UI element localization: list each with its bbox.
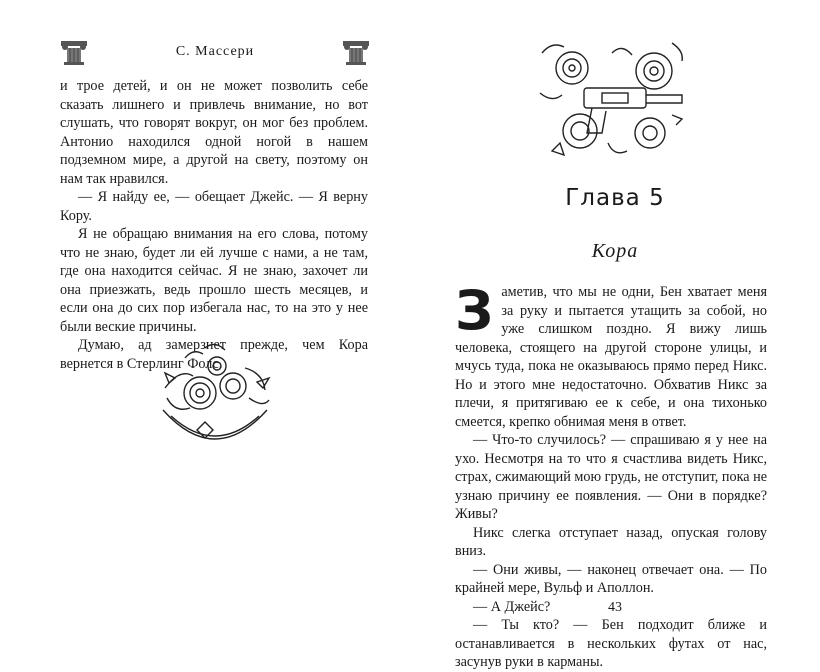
first-paragraph (455, 279, 767, 431)
paragraph: Никс слегка отступает назад, опуская голову вниз. (455, 524, 767, 559)
left-page (0, 0, 410, 661)
pillar-icon (342, 40, 370, 66)
paragraph: Думаю, ад замерзнет прежде, чем Кора вернется в Стерлинг Фолс. (60, 337, 368, 372)
paragraph: и трое детей, и он не может позволить себе сказать лишнего и привлечь внимание, но вот слушать, что говорят вокруг, он мог без проблем. Антонио находился одной ногой в нашем подземном мире, а другой на свету, поэтому он нам так нравился. (60, 78, 368, 187)
right-page (410, 0, 820, 670)
paragraph: — Что-то случилось? — спрашиваю я у нее на ухо. Несмотря на то что я счастлива видеть Никс, страх, сжимающий мою грудь, не отступит, пока не узнаю причину ее появления. — Они в порядке? Живы? (455, 432, 767, 522)
revolver-roses-emblem-icon (532, 33, 692, 163)
pillar-icon (60, 40, 88, 66)
running-head-title: С. Массери (175, 44, 255, 59)
first-paragraph-text: аметив, что мы не одни, Бен хватает меня за руку и пытается утащить за собой, но уже слишком поздно. Я вижу лишь человека, стоящего на другой стороне улицы, и мчусь туда, пока не оказываюсь прямо перед Никс. Но и этого мне недостаточно. Обхватив Никс за плечи, я притягиваю ее к себе, и она тихонько смеется, крепко обнимая меня в ответ. (455, 284, 767, 430)
rose-ornament-icon (145, 338, 285, 458)
page-number: 43 (608, 600, 622, 615)
running-head (60, 40, 370, 66)
chapter-title: Глава 5 (565, 185, 665, 211)
paragraph: — А Джейс? (473, 598, 551, 615)
pov-character-name: Кора (591, 240, 639, 262)
paragraph: Я не обращаю внимания на его слова, потому что не знаю, будет ли ей лучше с нами, а не там, где она находится сейчас. Я не знаю, захочет ли она приезжать, ведь прошло шесть месяцев, и если она до сих пор избегала нас, то на это у нее были веские причины. (60, 226, 368, 335)
paragraph: — Они живы, — наконец отвечает она. — По крайней мере, Вульф и Аполлон. (455, 561, 767, 596)
drop-cap: З (455, 279, 494, 342)
paragraph: — Ты кто? — Бен подходит ближе и останавливается в нескольких футах от нас, засунув руки в карманы. (455, 617, 767, 670)
left-body-text (60, 77, 368, 373)
paragraph: — Я найду ее, — обещает Джейс. — Я верну Кору. (60, 189, 368, 224)
